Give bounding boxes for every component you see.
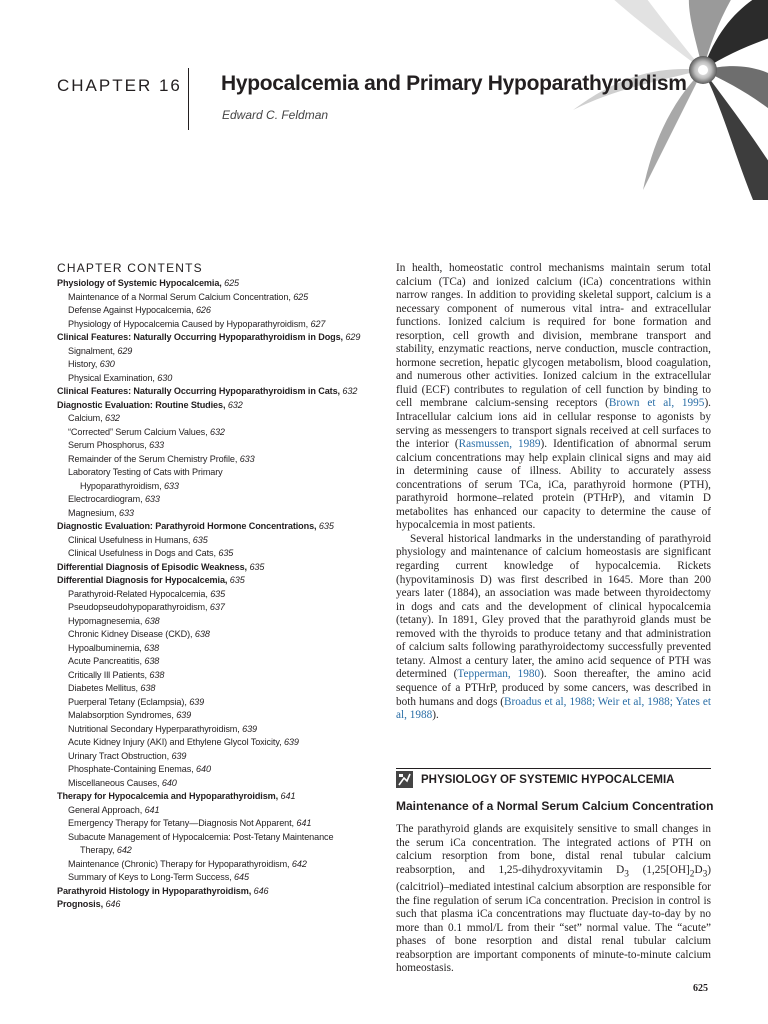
toc-item-page: 627 [310, 318, 326, 329]
toc-item-title: Phosphate-Containing Enemas, [68, 764, 194, 774]
section-marker-icon [396, 771, 413, 788]
toc-item-page: 645 [234, 872, 249, 882]
paragraph-1: In health, homeostatic control mechanisms maintain serum total calcium (TCa) and ionized calcium (iCa) concentrations within narrow ranges. In addition to providing skeletal support, calcium is a necessary component of numerous vital intra- and extracellular functions. Ionized calcium is required for bone formation and resorption, cell growth and division, membrane transport and stability, enzymatic reactions, nerve conduction, muscle contraction, hormone secretion, hepatic glycogen metabolism, blood coagulation, and numerous other activities. Ionized calcium in the extracellular fluid (ECF) contributes to regulation of cell function by binding to cell membrane calcium-sensing receptors (Brown et al, 1995). Intracellular calcium ions aid in cellular response to agonists by serving as messengers to transport signals received at cell surfaces to the interior (Rasmussen, 1989). Identification of abnormal serum calcium concentrations may help explain clinical signs and may aid in determining cause of illness. Ability to accurately assess concentrations of serum TCa, iCa, parathyroid hormone (PTH), parathyroid hormone–related protein (PTHrP), and vitamin D metabolites has enhanced our capacity to determine the cause of hypocalcemia in most patients. [396, 262, 712, 532]
subsection-title: Maintenance of a Normal Serum Calcium Concentration [396, 799, 714, 813]
toc-item[interactable] [57, 480, 377, 494]
toc-item[interactable] [57, 520, 377, 534]
citation-link[interactable]: Broadus et al, 1988; Weir et al, 1988; Yates et al, 1988 [396, 695, 711, 722]
toc-item-page: 632 [342, 386, 358, 396]
toc-item-title: Diagnostic Evaluation: Parathyroid Hormone Concentrations, [57, 521, 317, 531]
toc-item-page: 630 [157, 372, 173, 383]
toc-item-page: 633 [144, 494, 160, 504]
toc-item-page: 641 [144, 804, 160, 815]
section-title: PHYSIOLOGY OF SYSTEMIC HYPOCALCEMIA [421, 773, 675, 786]
dotted-separator [0, 184, 768, 190]
toc-item-page: 629 [345, 332, 361, 342]
toc-item-page: 629 [117, 345, 133, 356]
toc-item-title: Malabsorption Syndromes, [68, 710, 174, 720]
toc-item-title: Magnesium, [68, 507, 117, 518]
toc-item-page: 638 [144, 615, 160, 626]
toc-item-page: 635 [218, 548, 234, 558]
toc-item[interactable] [57, 696, 377, 710]
toc-heading: CHAPTER CONTENTS [57, 261, 203, 275]
toc-item-page: 646 [253, 885, 269, 896]
toc-item[interactable] [57, 831, 377, 845]
decorative-swirl-graphic [528, 0, 768, 200]
toc-item-page: 639 [283, 737, 299, 747]
toc-item-title: Hypoalbuminemia, [68, 642, 142, 653]
toc-item-title: Defense Against Hypocalcemia, [68, 305, 194, 315]
toc-item-page: 625 [224, 278, 240, 288]
toc-item[interactable] [57, 871, 377, 885]
toc-item-title: Puerperal Tetany (Eclampsia), [68, 696, 187, 707]
toc-item[interactable] [57, 669, 377, 683]
body-text-column-2 [396, 823, 711, 976]
page-number: 625 [693, 983, 708, 994]
toc-item[interactable] [57, 763, 377, 777]
toc-item-title: Clinical Features: Naturally Occurring Hypoparathyroidism in Dogs, [57, 332, 343, 342]
toc-item-title: Hypoparathyroidism, [80, 480, 162, 491]
toc-item[interactable] [57, 358, 377, 372]
toc-item-title: Clinical Usefulness in Dogs and Cats, [68, 548, 216, 558]
toc-item[interactable] [57, 898, 377, 912]
toc-item[interactable] [57, 682, 377, 696]
toc-item-page: 638 [194, 629, 210, 639]
toc-item-title: Acute Pancreatitis, [68, 656, 142, 666]
toc-item[interactable] [57, 345, 377, 359]
toc-item-title: Parathyroid Histology in Hypoparathyroidism, [57, 885, 252, 896]
toc-item-title: Clinical Features: Naturally Occurring Hypoparathyroidism in Cats, [57, 386, 340, 396]
toc-item[interactable] [57, 750, 377, 764]
toc-item-title: Serum Phosphorus, [68, 440, 147, 450]
toc-item-page: 632 [227, 399, 243, 410]
toc-item-page: 639 [242, 723, 258, 734]
toc-item-title: Diabetes Mellitus, [68, 683, 138, 693]
toc-item[interactable] [57, 493, 377, 507]
toc-item-page: 641 [280, 791, 296, 801]
toc-item-page: 638 [144, 642, 160, 653]
toc-item-page: 639 [176, 710, 192, 720]
toc-item-title: History, [68, 359, 98, 369]
toc-item-title: Physiology of Systemic Hypocalcemia, [57, 278, 222, 288]
toc-item[interactable] [57, 804, 377, 818]
toc-item[interactable] [57, 844, 377, 858]
toc-item-page: 633 [163, 480, 179, 491]
toc-item-page: 638 [149, 669, 165, 680]
toc-item-title: Therapy, [80, 845, 115, 855]
toc-item[interactable] [57, 561, 377, 575]
toc-item-title: Acute Kidney Injury (AKI) and Ethylene Glycol Toxicity, [68, 737, 282, 747]
toc-item-title: Nutritional Secondary Hyperparathyroidism, [68, 723, 240, 734]
toc-item-page: 642 [291, 858, 307, 869]
toc-item[interactable] [57, 628, 377, 642]
toc-item[interactable] [57, 331, 377, 345]
header-divider [188, 68, 189, 130]
toc-item[interactable] [57, 655, 377, 669]
toc-item[interactable] [57, 426, 377, 440]
paragraph-2: Several historical landmarks in the understanding of parathyroid physiology and maintenance of calcium homeostasis are significant regarding current knowledge of hypocalcemia. Rickets (hypovitaminosis D) was first described in 1645. More than 200 years later (1884), an association was made between thyroidectomy in dogs and cats and the development of clinical hypocalcemia (tetany). In 1891, Gley proved that the parathyroid glands must be removed with the thyroids to produce tetany and that administration of calcium salts following parathyroidectomy successfully prevented tetany. Almost a century later, the amino acid sequence of PTH was determined (Tepperman, 1980). Soon thereafter, the amino acid sequence of a PTHrP, produced by some cancers, was described in both humans and dogs (Broadus et al, 1988; Weir et al, 1988; Yates et al, 1988). [396, 532, 711, 722]
toc-item-page: 632 [210, 426, 225, 437]
toc-item[interactable] [57, 790, 377, 804]
toc-item-title: Calcium, [68, 413, 103, 423]
toc-item[interactable] [57, 858, 377, 872]
toc-item-page: 635 [210, 588, 226, 599]
toc-item-page: 637 [209, 602, 225, 612]
toc-item[interactable] [57, 318, 377, 332]
toc-item-page: 625 [293, 291, 309, 302]
paragraph-3: The parathyroid glands are exquisitely sensitive to small changes in the serum iCa concentration. The integrated actions of PTH on calcium resorption from bone, distal renal tubular calcium reabsorption, and 1,25-dihydroxyvitamin $D_3$ $(1,25[OH]_2D_3)$ (calcitriol)–mediated intestinal calcium absorption are responsible for the fine regulation of serum iCa concentration. Precision in control is such that plasma iCa concentrations may fluctuate day-to-day by no more than 0.1 mmol/L from their “set” normal value. The “acute” phases of bone resorption and distal renal tubular calcium reabsorption are important components of minute-to-minute calcium homeostasis. [396, 823, 711, 975]
toc-item-title: Remainder of the Serum Chemistry Profile, [68, 453, 238, 464]
body-text-column [396, 262, 711, 723]
chapter-contents [57, 261, 377, 912]
toc-item[interactable] [57, 723, 377, 737]
toc-item[interactable] [57, 399, 377, 413]
toc-item[interactable] [57, 709, 377, 723]
toc-item-page: 641 [296, 818, 312, 828]
toc-item[interactable] [57, 601, 377, 615]
toc-item-page: 632 [105, 413, 120, 423]
toc-item-page: 638 [140, 683, 156, 693]
author-name: Edward C. Feldman [222, 108, 329, 122]
toc-item[interactable] [57, 466, 377, 480]
toc-item[interactable] [57, 439, 377, 453]
toc-item-title: Critically Ill Patients, [68, 669, 147, 680]
toc-item[interactable] [57, 412, 377, 426]
toc-item-title: Subacute Management of Hypocalcemia: Post-Tetany Maintenance [68, 831, 334, 842]
section-heading [396, 768, 711, 788]
toc-item-title: Therapy for Hypocalcemia and Hypoparathyroidism, [57, 791, 279, 801]
toc-item-title: Pseudopseudohypoparathyroidism, [68, 602, 208, 612]
toc-item-title: Chronic Kidney Disease (CKD), [68, 629, 193, 639]
toc-item[interactable] [57, 304, 377, 318]
toc-item-page: 640 [196, 764, 211, 774]
toc-item-page: 635 [229, 575, 245, 585]
citation-link[interactable]: Rasmussen, 1989 [458, 438, 541, 451]
toc-item-page: 633 [239, 453, 255, 464]
toc-item-title: Urinary Tract Obstruction, [68, 750, 169, 761]
toc-item[interactable] [57, 736, 377, 750]
toc-item-title: Summary of Keys to Long-Term Success, [68, 872, 232, 882]
toc-item-title: Hypomagnesemia, [68, 615, 143, 626]
toc-item-title: Signalment, [68, 345, 115, 356]
toc-item[interactable] [57, 588, 377, 602]
toc-item-page: 633 [149, 440, 164, 450]
toc-item-title: “Corrected” Serum Calcium Values, [68, 426, 208, 437]
toc-item[interactable] [57, 453, 377, 467]
toc-item-title: Prognosis, [57, 899, 103, 909]
toc-item[interactable] [57, 372, 377, 386]
toc-item-title: Maintenance of a Normal Serum Calcium Concentration, [68, 291, 291, 302]
toc-item[interactable] [57, 615, 377, 629]
toc-item-title: Differential Diagnosis for Hypocalcemia, [57, 575, 228, 585]
toc-item-title: Emergency Therapy for Tetany—Diagnosis Not Apparent, [68, 818, 294, 828]
chapter-title: Hypocalcemia and Primary Hypoparathyroidism [221, 72, 687, 95]
toc-item[interactable] [57, 291, 377, 305]
toc-item-title: Differential Diagnosis of Episodic Weakness, [57, 561, 247, 572]
toc-item-title: Physical Examination, [68, 372, 155, 383]
toc-item-title: Electrocardiogram, [68, 494, 143, 504]
toc-item[interactable] [57, 534, 377, 548]
toc-item-page: 633 [118, 507, 134, 518]
toc-item-page: 630 [99, 359, 115, 369]
toc-item-title: Maintenance (Chronic) Therapy for Hypoparathyroidism, [68, 858, 290, 869]
toc-item-title: General Approach, [68, 804, 143, 815]
toc-item-page: 639 [171, 750, 187, 761]
toc-item-page: 638 [144, 656, 160, 666]
toc-item[interactable] [57, 642, 377, 656]
toc-item[interactable] [57, 277, 377, 291]
toc-item-page: 646 [105, 899, 121, 909]
toc-item-page: 635 [249, 561, 265, 572]
toc-item-title: Physiology of Hypocalcemia Caused by Hypoparathyroidism, [68, 318, 309, 329]
toc-item-page: 635 [192, 534, 208, 545]
toc-item-page: 639 [189, 696, 205, 707]
toc-item[interactable] [57, 547, 377, 561]
section-rule [396, 768, 711, 769]
toc-item-page: 642 [116, 845, 132, 855]
toc-item-title: Clinical Usefulness in Humans, [68, 534, 191, 545]
toc-item-title: Parathyroid-Related Hypocalcemia, [68, 588, 208, 599]
citation-link[interactable]: Brown et al, 1995 [608, 397, 705, 410]
toc-list [57, 277, 377, 912]
toc-item[interactable] [57, 777, 377, 791]
toc-item-title: Miscellaneous Causes, [68, 777, 160, 788]
toc-item[interactable] [57, 885, 377, 899]
toc-item-title: Laboratory Testing of Cats with Primary [68, 467, 223, 477]
citation-link[interactable]: Tepperman, 1980 [457, 668, 541, 681]
chapter-number-label: CHAPTER 16 [57, 76, 182, 95]
toc-item-page: 635 [318, 521, 334, 531]
toc-item-page: 626 [195, 305, 211, 315]
toc-item-title: Diagnostic Evaluation: Routine Studies, [57, 399, 226, 410]
toc-item[interactable] [57, 385, 377, 399]
toc-item[interactable] [57, 817, 377, 831]
toc-item[interactable] [57, 507, 377, 521]
toc-item-page: 640 [161, 777, 177, 788]
toc-item[interactable] [57, 574, 377, 588]
